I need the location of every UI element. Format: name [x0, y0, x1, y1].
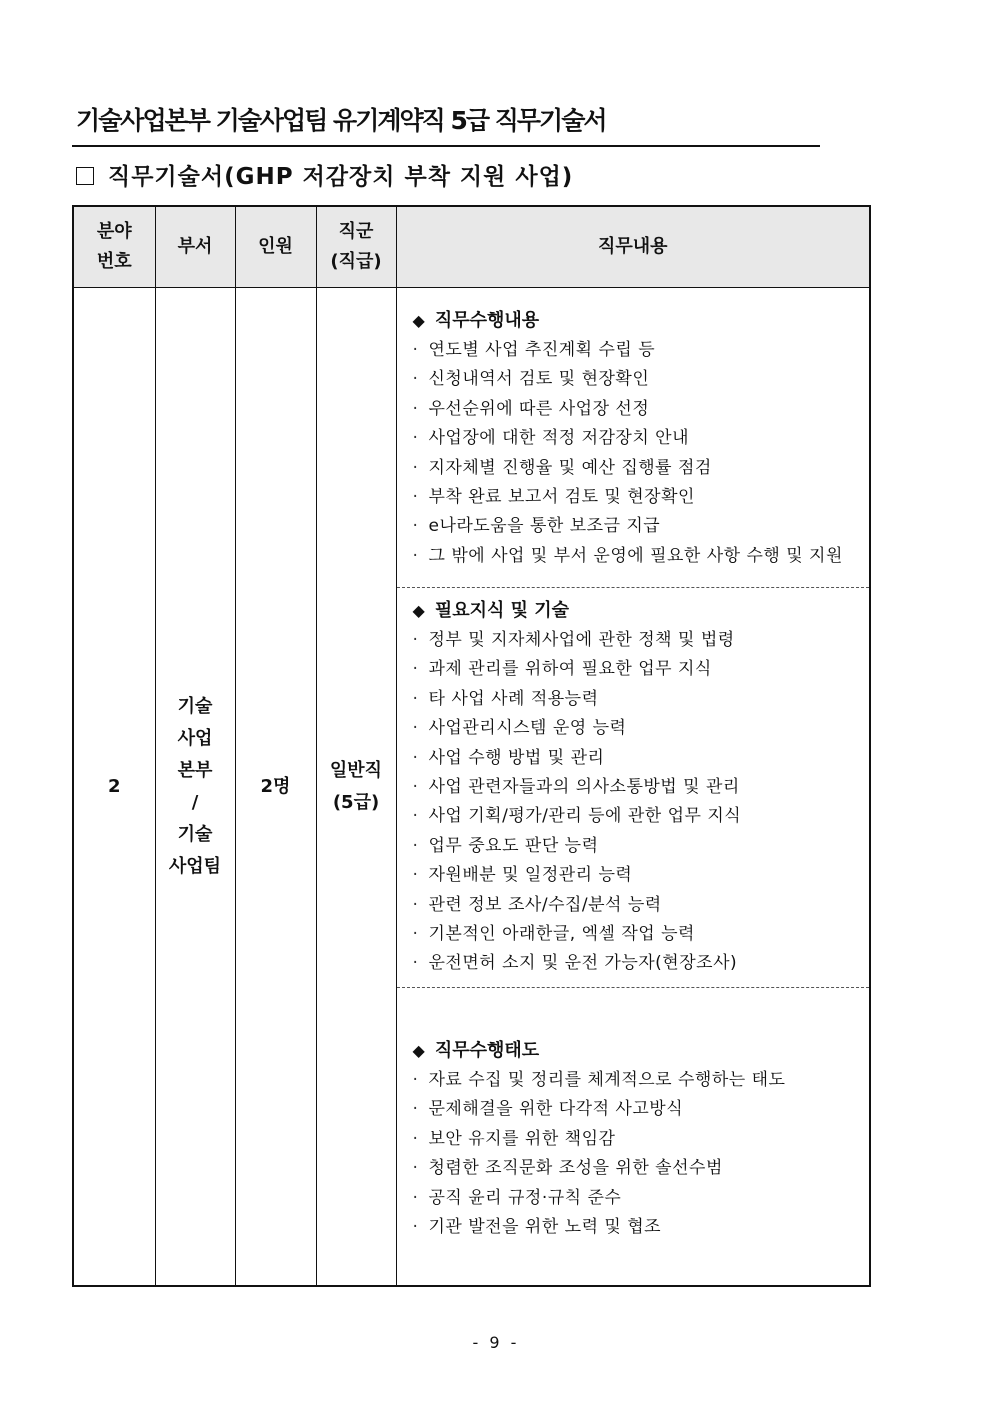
- middle-dot-icon: ·: [412, 428, 419, 449]
- list-item: [413, 395, 864, 424]
- list-item-text: 타 사업 사례 적용능력: [428, 688, 599, 709]
- list-item: [413, 891, 864, 920]
- header-headcount: 인원: [235, 206, 316, 288]
- list-item: [413, 1213, 864, 1242]
- cell-department: 기술 사업 본부 / 기술 사업팀: [155, 288, 235, 1287]
- list-item-text: 공직 윤리 규정·규칙 준수: [428, 1187, 622, 1208]
- duty-block-attitude: [397, 988, 870, 1242]
- middle-dot-icon: ·: [412, 1070, 419, 1090]
- middle-dot-icon: ·: [412, 398, 419, 419]
- list-item-text: 연도별 사업 추진계획 수립 등: [428, 340, 656, 360]
- list-item-text: 정부 및 지자체사업에 관한 정책 및 법령: [428, 630, 735, 650]
- header-duties: 직무내용: [396, 206, 870, 288]
- list-item-text: 관련 정보 조사/수집/분석 능력: [428, 894, 662, 915]
- middle-dot-icon: ·: [412, 924, 419, 945]
- table-header-row: [73, 206, 870, 288]
- middle-dot-icon: ·: [412, 865, 419, 886]
- list-item: [413, 920, 864, 949]
- list-item: [413, 744, 864, 773]
- section-heading: [76, 160, 573, 194]
- duty-list: [413, 626, 864, 979]
- block-title: 직무수행태도: [434, 1040, 540, 1061]
- list-item-text: e나라도움을 통한 보조금 지급: [428, 516, 661, 537]
- list-item-text: 자원배분 및 일정관리 능력: [428, 865, 633, 886]
- list-item-text: 문제해결을 위한 다각적 사고방식: [428, 1099, 684, 1120]
- title-underline: [72, 145, 820, 147]
- list-item-text: 그 밖에 사업 및 부서 운영에 필요한 사항 수행 및 지원: [428, 545, 843, 566]
- list-item-text: 과제 관리를 위하여 필요한 업무 지식: [428, 659, 712, 680]
- list-item-text: 사업관리시스템 운영 능력: [428, 718, 627, 739]
- header-department: 부서: [155, 206, 235, 288]
- middle-dot-icon: ·: [412, 545, 419, 566]
- list-item-text: 보안 유지를 위한 책임감: [428, 1128, 616, 1149]
- list-item-text: 기관 발전을 위한 노력 및 협조: [428, 1217, 662, 1238]
- table-row: [73, 288, 870, 1287]
- block-title: 직무수행내용: [434, 310, 540, 331]
- header-field-no: 분야 번호: [73, 206, 155, 288]
- duty-list: [413, 1066, 864, 1242]
- middle-dot-icon: ·: [412, 806, 419, 827]
- page-number: - 9 -: [472, 1333, 520, 1352]
- middle-dot-icon: ·: [412, 369, 419, 390]
- list-item: [413, 802, 864, 831]
- middle-dot-icon: ·: [412, 777, 419, 798]
- middle-dot-icon: ·: [412, 457, 419, 478]
- list-item: [413, 454, 864, 483]
- section-heading-text: 직무기술서(GHP 저감장치 부착 지원 사업): [108, 164, 574, 190]
- middle-dot-icon: ·: [412, 340, 419, 360]
- list-item: [413, 512, 864, 541]
- list-item: [413, 1125, 864, 1154]
- middle-dot-icon: ·: [412, 718, 419, 739]
- list-item: [413, 714, 864, 743]
- list-item: [413, 424, 864, 453]
- duty-block-knowledge: [397, 588, 870, 988]
- diamond-bullet-icon: ◆: [412, 601, 425, 620]
- list-item-text: 운전면허 소지 및 운전 가능자(현장조사): [428, 953, 738, 974]
- list-item-text: 청렴한 조직문화 조성을 위한 솔선수범: [428, 1158, 723, 1179]
- list-item-text: 사업 수행 방법 및 관리: [428, 747, 605, 768]
- middle-dot-icon: ·: [412, 516, 419, 537]
- list-item: [413, 336, 864, 365]
- list-item-text: 사업 기획/평가/관리 등에 관한 업무 지식: [428, 806, 742, 827]
- list-item: [413, 1095, 864, 1124]
- list-item-text: 지자체별 진행율 및 예산 집행률 점검: [428, 457, 712, 478]
- document-title: 기술사업본부 기술사업팀 유기계약직 5급 직무기술서: [76, 106, 606, 135]
- header-grade: 직군 (직급): [316, 206, 396, 288]
- middle-dot-icon: ·: [412, 1187, 419, 1208]
- duty-list: [413, 336, 864, 571]
- job-description-table: [72, 205, 871, 1287]
- list-item: [413, 861, 864, 890]
- list-item: [413, 1154, 864, 1183]
- list-item-text: 우선순위에 따른 사업장 선정: [428, 398, 650, 419]
- list-item-text: 사업 관련자들과의 의사소통방법 및 관리: [428, 777, 740, 798]
- list-item: [413, 483, 864, 512]
- list-item: [413, 949, 864, 978]
- middle-dot-icon: ·: [412, 659, 419, 680]
- middle-dot-icon: ·: [412, 1128, 419, 1149]
- cell-duties: [396, 288, 870, 1287]
- middle-dot-icon: ·: [412, 1158, 419, 1179]
- middle-dot-icon: ·: [412, 630, 419, 650]
- list-item-text: 기본적인 아래한글, 엑셀 작업 능력: [428, 924, 695, 945]
- middle-dot-icon: ·: [412, 1099, 419, 1120]
- middle-dot-icon: ·: [412, 688, 419, 709]
- list-item: [413, 1066, 864, 1095]
- middle-dot-icon: ·: [412, 1217, 419, 1238]
- middle-dot-icon: ·: [412, 747, 419, 768]
- list-item-text: 업무 중요도 판단 능력: [428, 835, 599, 856]
- list-item-text: 신청내역서 검토 및 현장확인: [428, 369, 650, 390]
- cell-grade: 일반직 (5급): [316, 288, 396, 1287]
- list-item: [413, 773, 864, 802]
- cell-field-no: 2: [73, 288, 155, 1287]
- duty-block-performance: [397, 288, 870, 588]
- middle-dot-icon: ·: [412, 894, 419, 915]
- list-item: [413, 542, 864, 571]
- list-item: [413, 365, 864, 394]
- middle-dot-icon: ·: [412, 953, 419, 974]
- cell-headcount: 2명: [235, 288, 316, 1287]
- middle-dot-icon: ·: [412, 487, 419, 508]
- block-title: 필요지식 및 기술: [434, 600, 570, 621]
- list-item: [413, 655, 864, 684]
- list-item: [413, 626, 864, 655]
- middle-dot-icon: ·: [412, 835, 419, 856]
- list-item: [413, 832, 864, 861]
- list-item: [413, 1184, 864, 1213]
- list-item: [413, 685, 864, 714]
- diamond-bullet-icon: ◆: [412, 311, 425, 330]
- list-item-text: 부착 완료 보고서 검토 및 현장확인: [428, 487, 695, 508]
- list-item-text: 자료 수집 및 정리를 체계적으로 수행하는 태도: [428, 1070, 786, 1090]
- list-item-text: 사업장에 대한 적정 저감장치 안내: [428, 428, 690, 449]
- diamond-bullet-icon: ◆: [412, 1041, 425, 1060]
- square-box-icon: [76, 167, 94, 185]
